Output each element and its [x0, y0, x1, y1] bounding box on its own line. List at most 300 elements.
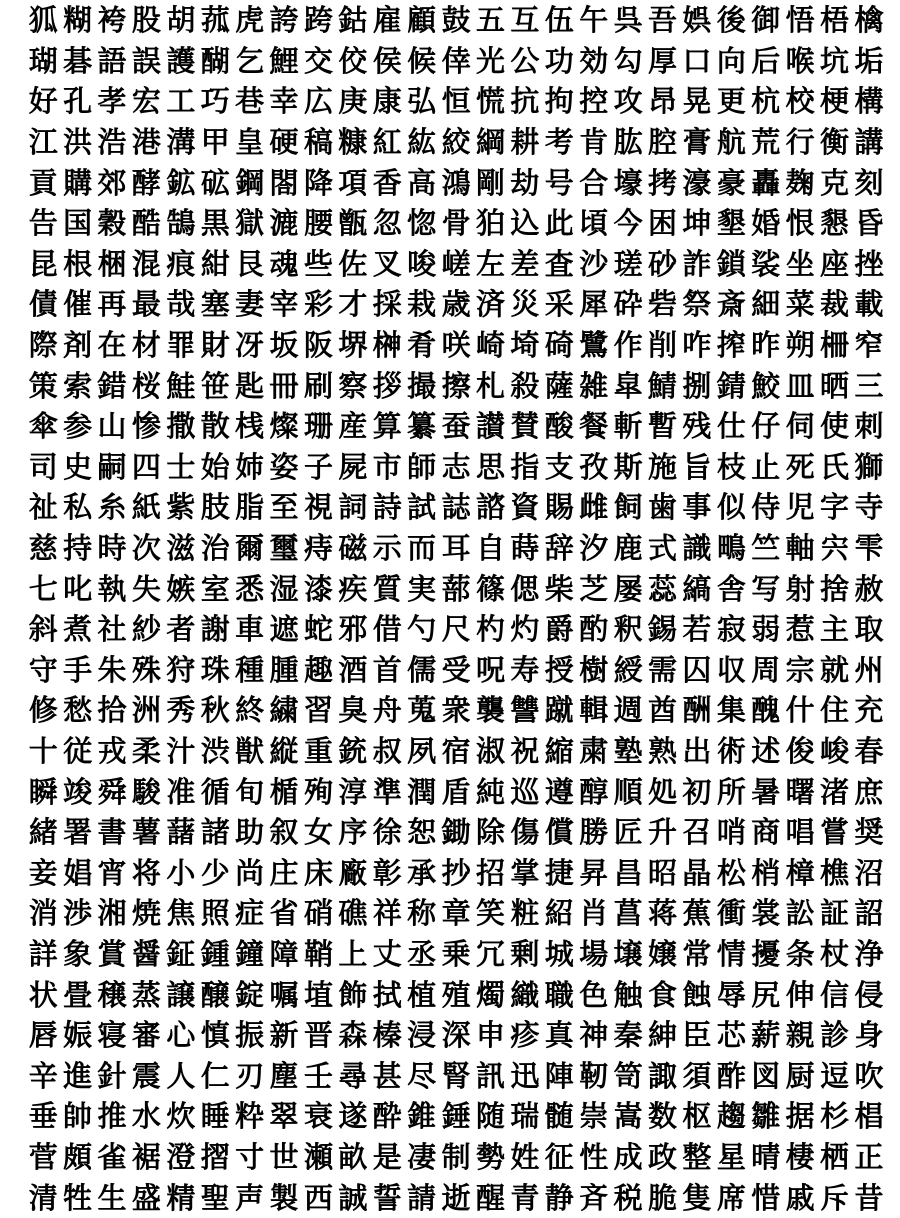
- kanji-character: 幸: [269, 84, 299, 119]
- kanji-character: 頗: [63, 1139, 93, 1174]
- kanji-character: 週: [613, 693, 643, 728]
- kanji-character: 郊: [97, 165, 127, 200]
- kanji-character: 餐: [579, 409, 609, 444]
- kanji-character: 進: [63, 1058, 93, 1093]
- kanji-character: 菜: [785, 287, 815, 322]
- kanji-character: 更: [716, 84, 746, 119]
- kanji-character: 峻: [820, 733, 850, 768]
- kanji-character: 坂: [269, 328, 299, 363]
- kanji-character: 梱: [97, 246, 127, 281]
- kanji-character: 股: [131, 3, 161, 38]
- kanji-row: [26, 1015, 886, 1056]
- kanji-row: [26, 812, 886, 853]
- kanji-character: 親: [785, 1018, 815, 1053]
- kanji-character: 志: [441, 449, 471, 484]
- kanji-character: 鉱: [166, 165, 196, 200]
- kanji-character: 酒: [338, 652, 368, 687]
- kanji-character: 忽: [372, 206, 402, 241]
- kanji-character: 黒: [200, 206, 230, 241]
- kanji-character: 旨: [682, 449, 712, 484]
- kanji-row: [26, 406, 886, 447]
- kanji-character: 三: [854, 368, 884, 403]
- kanji-character: 嘗: [820, 815, 850, 850]
- kanji-character: 犀: [579, 287, 609, 322]
- kanji-character: 向: [716, 43, 746, 78]
- kanji-character: 侵: [854, 977, 884, 1012]
- kanji-character: 鍾: [200, 936, 230, 971]
- kanji-character: 鴫: [716, 531, 746, 566]
- kanji-character: 伍: [544, 3, 574, 38]
- kanji-character: 蚕: [441, 409, 471, 444]
- kanji-character: 詩: [372, 490, 402, 525]
- kanji-character: 収: [716, 652, 746, 687]
- kanji-character: 侯: [372, 43, 402, 78]
- kanji-character: 祉: [28, 490, 58, 525]
- kanji-character: 座: [820, 246, 850, 281]
- kanji-character: 盾: [441, 774, 471, 809]
- kanji-character: 惜: [751, 1180, 781, 1215]
- kanji-character: 鯖: [648, 368, 678, 403]
- kanji-character: 虎: [235, 3, 265, 38]
- kanji-character: 事: [682, 490, 712, 525]
- kanji-character: 暑: [751, 774, 781, 809]
- kanji-character: 穣: [97, 977, 127, 1012]
- kanji-character: 裟: [751, 246, 781, 281]
- kanji-character: 秦: [613, 1018, 643, 1053]
- kanji-character: 咋: [682, 328, 712, 363]
- kanji-character: 笹: [200, 368, 230, 403]
- kanji-character: 循: [200, 774, 230, 809]
- kanji-character: 撮: [407, 368, 437, 403]
- kanji-character: 鎖: [716, 246, 746, 281]
- kanji-character: 什: [785, 693, 815, 728]
- kanji-character: 弘: [407, 84, 437, 119]
- kanji-character: 十: [28, 733, 58, 768]
- kanji-character: 佼: [338, 43, 368, 78]
- kanji-character: 辞: [544, 531, 574, 566]
- kanji-character: 逗: [820, 1058, 850, 1093]
- kanji-character: 哉: [166, 287, 196, 322]
- kanji-character: 償: [544, 815, 574, 850]
- kanji-character: 勾: [613, 43, 643, 78]
- kanji-character: 狩: [166, 652, 196, 687]
- kanji-character: 札: [475, 368, 505, 403]
- kanji-character: 恨: [785, 206, 815, 241]
- kanji-character: 浄: [854, 936, 884, 971]
- kanji-character: 歳: [441, 287, 471, 322]
- kanji-character: 資: [510, 490, 540, 525]
- kanji-character: 晒: [820, 368, 850, 403]
- kanji-character: 柵: [820, 328, 850, 363]
- kanji-character: 港: [131, 125, 161, 160]
- kanji-character: 樟: [785, 855, 815, 890]
- kanji-character: 紅: [372, 125, 402, 160]
- kanji-character: 椙: [854, 1099, 884, 1134]
- kanji-row: [26, 568, 886, 609]
- kanji-character: 狛: [475, 206, 505, 241]
- kanji-character: 指: [510, 449, 540, 484]
- kanji-character: 除: [475, 815, 505, 850]
- kanji-character: 壕: [613, 165, 643, 200]
- kanji-character: 灼: [510, 612, 540, 647]
- kanji-character: 惹: [785, 612, 815, 647]
- kanji-character: 肴: [407, 328, 437, 363]
- kanji-character: 聖: [200, 1180, 230, 1215]
- kanji-character: 寝: [97, 1018, 127, 1053]
- kanji-character: 誠: [338, 1180, 368, 1215]
- kanji-character: 誤: [131, 43, 161, 78]
- kanji-character: 恒: [441, 84, 471, 119]
- kanji-row: [26, 0, 886, 41]
- kanji-character: 悟: [785, 3, 815, 38]
- kanji-character: 今: [613, 206, 643, 241]
- kanji-character: 淑: [475, 733, 505, 768]
- kanji-character: 世: [269, 1139, 299, 1174]
- kanji-character: 剛: [475, 165, 505, 200]
- kanji-character: 諸: [200, 815, 230, 850]
- kanji-character: 鴻: [441, 165, 471, 200]
- kanji-character: 釈: [613, 612, 643, 647]
- kanji-character: 飾: [338, 977, 368, 1012]
- kanji-character: 借: [372, 612, 402, 647]
- kanji-character: 獅: [854, 449, 884, 484]
- kanji-character: 皇: [235, 125, 265, 160]
- kanji-character: 汁: [166, 733, 196, 768]
- kanji-character: 雛: [751, 1099, 781, 1134]
- kanji-character: 迅: [510, 1058, 540, 1093]
- kanji-character: 襲: [475, 693, 505, 728]
- kanji-character: 梧: [820, 3, 850, 38]
- kanji-character: 召: [682, 815, 712, 850]
- kanji-character: 后: [751, 43, 781, 78]
- kanji-character: 至: [269, 490, 299, 525]
- kanji-character: 豪: [716, 165, 746, 200]
- kanji-character: 時: [97, 531, 127, 566]
- kanji-character: 射: [785, 571, 815, 606]
- kanji-character: 獣: [235, 733, 265, 768]
- kanji-character: 工: [166, 84, 196, 119]
- kanji-character: 趨: [716, 1099, 746, 1134]
- kanji-character: 修: [28, 693, 58, 728]
- kanji-character: 臣: [682, 1018, 712, 1053]
- kanji-character: 靭: [579, 1058, 609, 1093]
- kanji-character: 庶: [854, 774, 884, 809]
- kanji-character: 恕: [407, 815, 437, 850]
- kanji-character: 士: [166, 449, 196, 484]
- kanji-character: 静: [544, 1180, 574, 1215]
- kanji-character: 麹: [785, 165, 815, 200]
- kanji-character: 窄: [854, 328, 884, 363]
- kanji-character: 舟: [372, 693, 402, 728]
- kanji-character: 鉦: [166, 936, 196, 971]
- kanji-character: 止: [751, 449, 781, 484]
- kanji-character: 荒: [751, 125, 781, 160]
- kanji-character: 図: [751, 1058, 781, 1093]
- kanji-character: 醜: [751, 693, 781, 728]
- kanji-character: 術: [716, 733, 746, 768]
- kanji-character: 載: [854, 287, 884, 322]
- kanji-character: 鵠: [166, 206, 196, 241]
- kanji-character: 呪: [475, 652, 505, 687]
- kanji-character: 祭: [682, 287, 712, 322]
- kanji-character: 松: [716, 855, 746, 890]
- kanji-character: 尺: [441, 612, 471, 647]
- kanji-character: 辛: [28, 1058, 58, 1093]
- kanji-character: 瑞: [510, 1099, 540, 1134]
- kanji-character: 省: [269, 896, 299, 931]
- kanji-row: [26, 122, 886, 163]
- kanji-character: 濠: [682, 165, 712, 200]
- kanji-character: 袴: [97, 3, 127, 38]
- kanji-character: 鷺: [579, 328, 609, 363]
- kanji-row: [26, 447, 886, 488]
- kanji-character: 綬: [613, 652, 643, 687]
- kanji-character: 焦: [166, 896, 196, 931]
- kanji-character: 縦: [269, 733, 299, 768]
- kanji-character: 穀: [97, 206, 127, 241]
- kanji-character: 触: [613, 977, 643, 1012]
- kanji-character: 質: [372, 571, 402, 606]
- kanji-character: 蒐: [407, 693, 437, 728]
- kanji-character: 斉: [579, 1180, 609, 1215]
- kanji-character: 首: [372, 652, 402, 687]
- kanji-character: 沙: [579, 246, 609, 281]
- kanji-character: 取: [854, 612, 884, 647]
- kanji-character: 控: [579, 84, 609, 119]
- kanji-character: 初: [682, 774, 712, 809]
- kanji-character: 肖: [579, 896, 609, 931]
- kanji-character: 璽: [269, 531, 299, 566]
- kanji-character: 俊: [785, 733, 815, 768]
- kanji-character: 習: [303, 693, 333, 728]
- kanji-character: 殺: [510, 368, 540, 403]
- kanji-character: 衝: [716, 896, 746, 931]
- kanji-character: 剰: [510, 936, 540, 971]
- kanji-character: 垢: [854, 43, 884, 78]
- kanji-character: 治: [200, 531, 230, 566]
- kanji-character: 語: [97, 43, 127, 78]
- kanji-character: 綱: [475, 125, 505, 160]
- kanji-character: 次: [131, 531, 161, 566]
- kanji-character: 擾: [751, 936, 781, 971]
- kanji-character: 昂: [648, 84, 678, 119]
- kanji-character: 仔: [751, 409, 781, 444]
- kanji-character: 施: [648, 449, 678, 484]
- kanji-character: 識: [682, 531, 712, 566]
- kanji-character: 喉: [785, 43, 815, 78]
- kanji-character: 推: [97, 1099, 127, 1134]
- kanji-character: 嘱: [269, 977, 299, 1012]
- kanji-character: 睡: [200, 1099, 230, 1134]
- kanji-character: 愁: [63, 693, 93, 728]
- kanji-character: 採: [372, 287, 402, 322]
- kanji-character: 篠: [475, 571, 505, 606]
- kanji-character: 森: [338, 1018, 368, 1053]
- kanji-character: 宰: [269, 287, 299, 322]
- kanji-character: 砕: [613, 287, 643, 322]
- kanji-character: 祥: [372, 896, 402, 931]
- kanji-character: 祝: [510, 733, 540, 768]
- kanji-character: 芝: [579, 571, 609, 606]
- kanji-character: 壬: [303, 1058, 333, 1093]
- kanji-character: 塵: [269, 1058, 299, 1093]
- kanji-character: 制: [441, 1139, 471, 1174]
- kanji-character: 重: [303, 733, 333, 768]
- kanji-character: 宏: [131, 84, 161, 119]
- kanji-character: 準: [372, 774, 402, 809]
- kanji-row: [26, 731, 886, 772]
- kanji-character: 閤: [269, 165, 299, 200]
- kanji-character: 舜: [97, 774, 127, 809]
- kanji-character: 試: [407, 490, 437, 525]
- kanji-character: 叱: [63, 571, 93, 606]
- kanji-character: 隻: [682, 1180, 712, 1215]
- kanji-character: 庚: [338, 84, 368, 119]
- kanji-character: 刃: [235, 1058, 265, 1093]
- kanji-character: 潤: [407, 774, 437, 809]
- kanji-character: 写: [751, 571, 781, 606]
- kanji-character: 熟: [648, 733, 678, 768]
- kanji-character: 夙: [407, 733, 437, 768]
- kanji-character: 宵: [97, 855, 127, 890]
- kanji-character: 譲: [166, 977, 196, 1012]
- kanji-character: 湘: [97, 896, 127, 931]
- kanji-character: 丞: [407, 936, 437, 971]
- kanji-character: 諏: [648, 1058, 678, 1093]
- kanji-character: 漉: [269, 206, 299, 241]
- kanji-character: 政: [648, 1139, 678, 1174]
- kanji-character: 妾: [28, 855, 58, 890]
- kanji-character: 市: [372, 449, 402, 484]
- kanji-character: 讐: [510, 693, 540, 728]
- kanji-character: 皿: [785, 368, 815, 403]
- kanji-character: 骨: [441, 206, 471, 241]
- kanji-character: 駿: [131, 774, 161, 809]
- kanji-character: 囚: [682, 652, 712, 687]
- kanji-character: 竣: [63, 774, 93, 809]
- kanji-character: 硬: [269, 125, 299, 160]
- kanji-character: 飼: [613, 490, 643, 525]
- kanji-character: 人: [166, 1058, 196, 1093]
- kanji-character: 胡: [166, 3, 196, 38]
- kanji-character: 残: [682, 409, 712, 444]
- kanji-character: 讃: [475, 409, 505, 444]
- kanji-character: 匙: [235, 368, 265, 403]
- kanji-character: 種: [235, 652, 265, 687]
- kanji-character: 炊: [166, 1099, 196, 1134]
- kanji-character: 午: [579, 3, 609, 38]
- kanji-character: 甲: [200, 125, 230, 160]
- kanji-character: 酋: [648, 693, 678, 728]
- kanji-character: 才: [338, 287, 368, 322]
- kanji-character: 砂: [648, 246, 678, 281]
- kanji-character: 手: [63, 652, 93, 687]
- kanji-character: 護: [166, 43, 196, 78]
- kanji-character: 埼: [510, 328, 540, 363]
- kanji-character: 伸: [785, 977, 815, 1012]
- kanji-character: 歯: [648, 490, 678, 525]
- kanji-character: 刺: [854, 409, 884, 444]
- kanji-character: 爵: [544, 612, 574, 647]
- kanji-character: 雌: [579, 490, 609, 525]
- kanji-character: 肱: [613, 125, 643, 160]
- kanji-character: 辱: [716, 977, 746, 1012]
- kanji-character: 傷: [510, 815, 540, 850]
- kanji-character: 昇: [579, 855, 609, 890]
- kanji-character: 沼: [854, 855, 884, 890]
- kanji-character: 散: [200, 409, 230, 444]
- kanji-character: 尻: [751, 977, 781, 1012]
- kanji-character: 受: [441, 652, 471, 687]
- kanji-character: 雫: [854, 531, 884, 566]
- kanji-character: 助: [235, 815, 265, 850]
- kanji-character: 詐: [682, 246, 712, 281]
- kanji-character: 澄: [166, 1139, 196, 1174]
- kanji-character: 朱: [97, 652, 127, 687]
- kanji-character: 紗: [131, 612, 161, 647]
- kanji-character: 哨: [716, 815, 746, 850]
- kanji-character: 姉: [235, 449, 265, 484]
- kanji-character: 汐: [579, 531, 609, 566]
- kanji-character: 講: [854, 125, 884, 160]
- kanji-character: 桜: [131, 368, 161, 403]
- kanji-character: 消: [28, 896, 58, 931]
- kanji-character: 斥: [820, 1180, 850, 1215]
- kanji-character: 阪: [303, 328, 333, 363]
- kanji-character: 心: [166, 1018, 196, 1053]
- kanji-character: 晴: [751, 1139, 781, 1174]
- kanji-character: 冊: [269, 368, 299, 403]
- kanji-character: 搾: [716, 328, 746, 363]
- kanji-character: 針: [97, 1058, 127, 1093]
- kanji-character: 廠: [338, 855, 368, 890]
- kanji-character: 航: [716, 125, 746, 160]
- kanji-row: [26, 852, 886, 893]
- kanji-character: 昆: [28, 246, 58, 281]
- kanji-character: 酬: [682, 693, 712, 728]
- kanji-character: 光: [475, 43, 505, 78]
- kanji-character: 錆: [716, 368, 746, 403]
- kanji-row: [26, 244, 886, 285]
- kanji-character: 降: [303, 165, 333, 200]
- kanji-row: [26, 1177, 886, 1218]
- kanji-character: 繍: [269, 693, 299, 728]
- kanji-character: 鞘: [303, 936, 333, 971]
- kanji-character: 凄: [407, 1139, 437, 1174]
- kanji-character: 察: [338, 368, 368, 403]
- kanji-character: 州: [854, 652, 884, 687]
- kanji-character: 巧: [200, 84, 230, 119]
- kanji-character: 薯: [131, 815, 161, 850]
- kanji-character: 倖: [441, 43, 471, 78]
- kanji-character: 訟: [785, 896, 815, 931]
- kanji-character: 嗣: [97, 449, 127, 484]
- kanji-character: 髄: [544, 1099, 574, 1134]
- kanji-character: 趣: [303, 652, 333, 687]
- kanji-character: 衡: [820, 125, 850, 160]
- kanji-character: 腔: [648, 125, 678, 160]
- kanji-character: 妻: [235, 287, 265, 322]
- kanji-character: 商: [751, 815, 781, 850]
- kanji-character: 姓: [510, 1139, 540, 1174]
- kanji-character: 腫: [269, 652, 299, 687]
- kanji-character: 青: [510, 1180, 540, 1215]
- kanji-character: 縞: [682, 571, 712, 606]
- kanji-row: [26, 1096, 886, 1137]
- kanji-character: 逝: [441, 1180, 471, 1215]
- kanji-character: 織: [510, 977, 540, 1012]
- kanji-character: 賛: [510, 409, 540, 444]
